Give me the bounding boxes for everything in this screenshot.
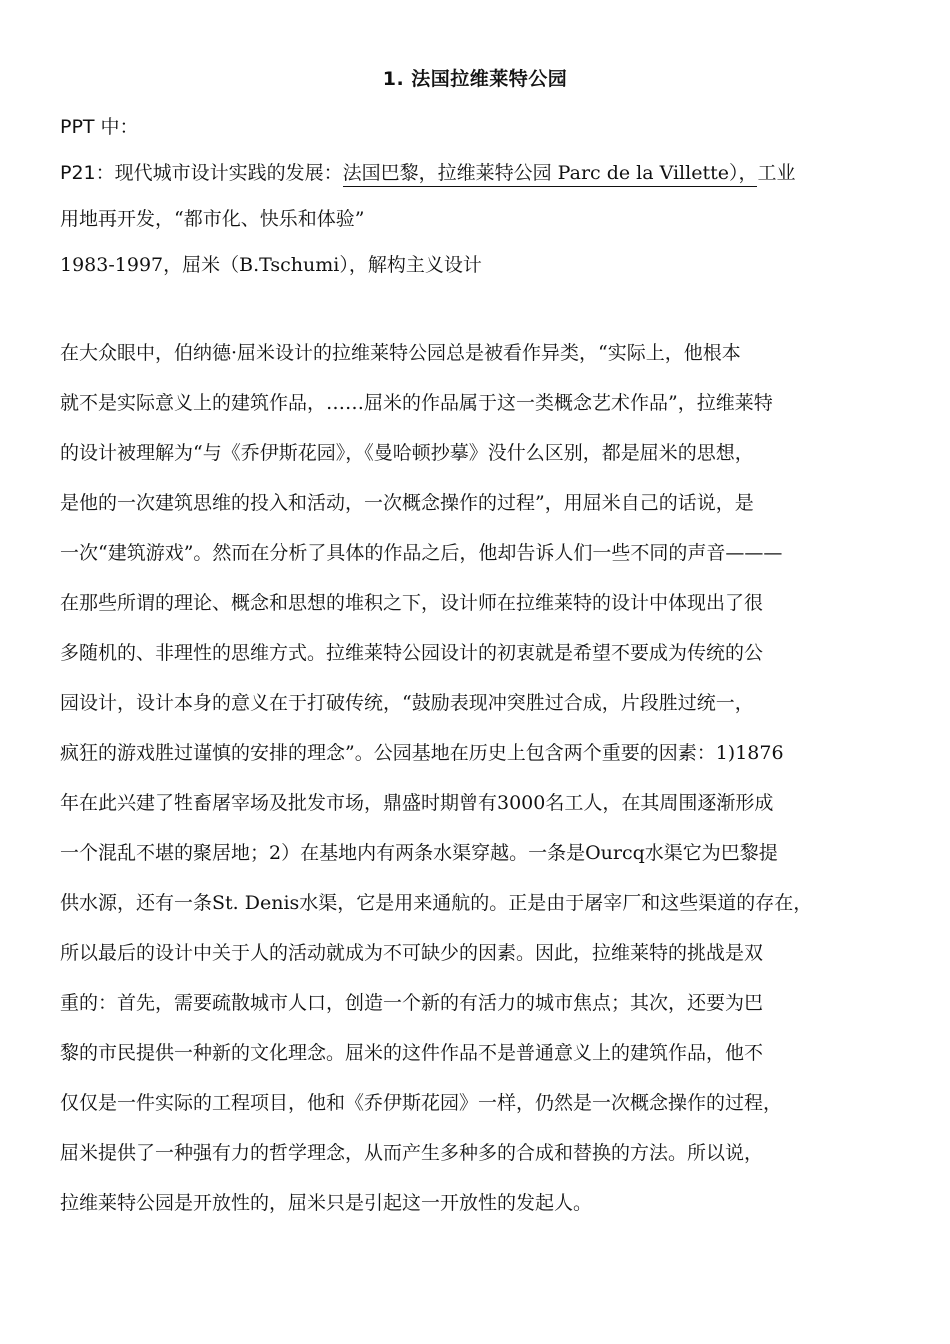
body-line: 拉维莱特公园是开放性的，屈米只是引起这一开放性的发起人。 (60, 1192, 593, 1214)
document-title: 1. 法国拉维莱特公园 (382, 68, 568, 90)
body-line: 重的：首先，需要疏散城市人口，创造一个新的有活力的城市焦点；其次，还要为巴 (60, 992, 764, 1014)
section-spacer (60, 282, 890, 328)
body-line: 的设计被理解为“与《乔伊斯花园》，《曼哈顿抄摹》没什么区别，都是屈米的思想， (60, 442, 754, 464)
body-line: 多随机的、非理性的思维方式。拉维莱特公园设计的初衷就是希望不要成为传统的公 (60, 642, 764, 664)
spacer (60, 236, 890, 248)
body-paragraph (60, 328, 890, 1228)
ppt-label: PPT 中： (60, 116, 139, 138)
p21-underlined-text: 法国巴黎，拉维莱特公园 Parc de la Villette）， (343, 162, 758, 187)
body-line: 年在此兴建了牲畜屠宰场及批发市场，鼎盛时期曾有3000名工人，在其周围逐渐形成 (60, 792, 774, 814)
body-line: 是他的一次建筑思维的投入和活动，一次概念操作的过程”，用屈米自己的话说，是 (60, 492, 754, 514)
body-line: 一次“建筑游戏”。然而在分析了具体的作品之后，他却告诉人们一些不同的声音——— (60, 542, 783, 564)
body-line: 仅仅是一件实际的工程项目，他和《乔伊斯花园》一样，仍然是一次概念操作的过程， (60, 1092, 783, 1114)
spacer (60, 190, 890, 202)
body-line: 屈米提供了一种强有力的哲学理念，从而产生多种多的合成和替换的方法。所以说， (60, 1142, 764, 1164)
spacer (60, 144, 890, 156)
dates-line: 1983-1997，屈米（B.Tschumi），解构主义设计 (60, 254, 482, 276)
body-line: 园设计，设计本身的意义在于打破传统，“鼓励表现冲突胜过合成，片段胜过统一， (60, 692, 754, 714)
body-line: 黎的市民提供一种新的文化理念。屈米的这件作品不是普通意义上的建筑作品，他不 (60, 1042, 764, 1064)
p21-suffix: 工业 (757, 162, 796, 184)
body-line: 所以最后的设计中关于人的活动就成为不可缺少的因素。因此，拉维莱特的挑战是双 (60, 942, 764, 964)
body-line: 就不是实际意义上的建筑作品，……屈米的作品属于这一类概念艺术作品”，拉维莱特 (60, 392, 773, 414)
body-line: 在大众眼中，伯纳德·屈米设计的拉维莱特公园总是被看作异类，“实际上，他根本 (60, 342, 741, 364)
body-line: 一个混乱不堪的聚居地；2）在基地内有两条水渠穿越。一条是Ourcq水渠它为巴黎提 (60, 842, 778, 864)
body-line: 供水源，还有一条St. Denis水渠，它是用来通航的。正是由于屠宰厂和这些渠道的存在， (60, 892, 813, 914)
body-line: 在那些所谓的理论、概念和思想的堆积之下，设计师在拉维莱特的设计中体现出了很 (60, 592, 764, 614)
body-line: 疯狂的游戏胜过谨慎的安排的理念”。公园基地在历史上包含两个重要的因素：1)1876 (60, 742, 784, 764)
p21-line (60, 156, 890, 190)
p21-prefix: P21：现代城市设计实践的发展： (60, 162, 343, 184)
p21-line-2: 用地再开发，“都市化、快乐和体验” (60, 208, 365, 230)
